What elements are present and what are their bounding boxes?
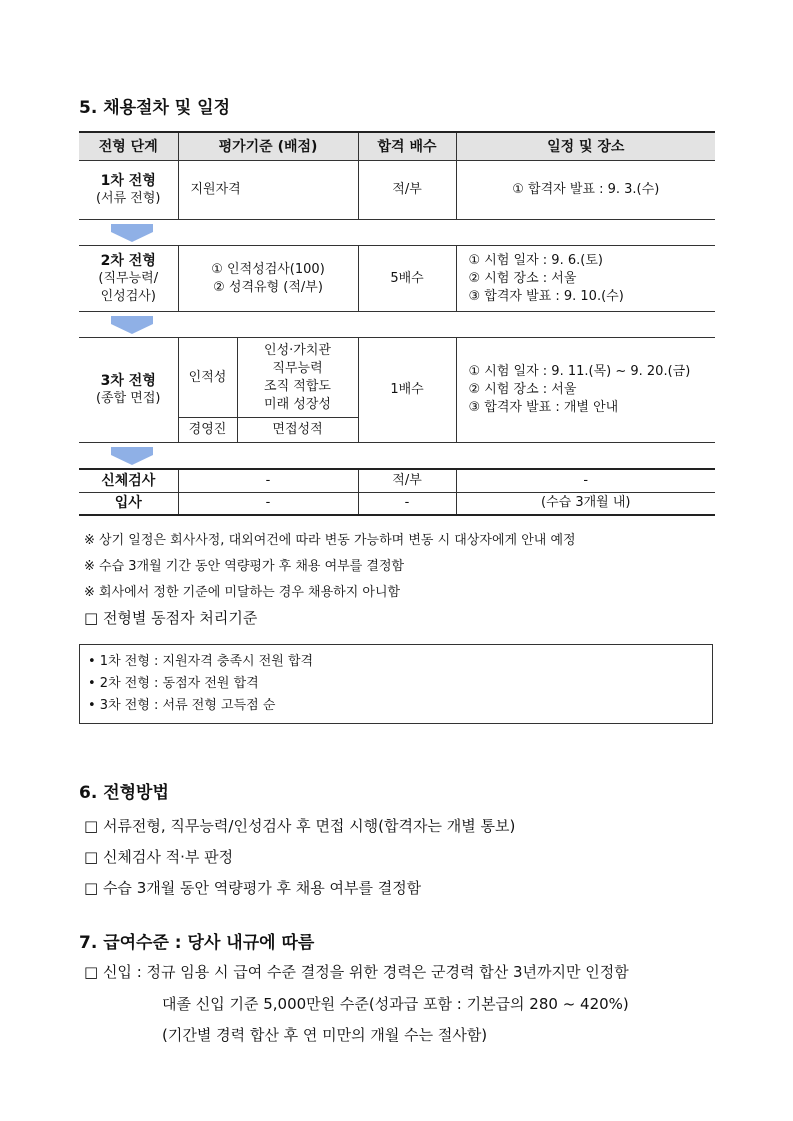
table-row-stage1 bbox=[79, 161, 715, 220]
stage3-items2: 면접성적 bbox=[237, 418, 358, 443]
method-item-1: □ 서류전형, 직무능력/인성검사 후 면접 시행(합격자는 개별 통보) bbox=[84, 817, 516, 835]
table-row-physical bbox=[79, 469, 715, 492]
method-item-3: □ 수습 3개월 동안 역량평가 후 채용 여부를 결정함 bbox=[84, 879, 422, 897]
stage2-name: 2차 전형 bbox=[100, 252, 156, 269]
stage3-schedule-1: ① 시험 일자 : 9. 11.(목) ~ 9. 20.(금) bbox=[468, 364, 691, 379]
header-ratio: 합격 배수 bbox=[358, 132, 456, 161]
note-3: ※ 회사에서 정한 기준에 미달하는 경우 채용하지 아니함 bbox=[84, 585, 401, 600]
physical-criteria: - bbox=[178, 469, 358, 492]
down-arrow-icon bbox=[111, 224, 153, 242]
stage3-item-1: 인성·가치관 bbox=[264, 342, 331, 358]
stage2-sub2: 인성검사) bbox=[100, 288, 156, 304]
join-ratio: - bbox=[358, 492, 456, 515]
stage3-schedule-3: ③ 합격자 발표 : 개별 안내 bbox=[468, 400, 619, 415]
table-row-stage2 bbox=[79, 246, 715, 312]
stage2-schedule-3: ③ 합격자 발표 : 9. 10.(수) bbox=[468, 288, 624, 304]
down-arrow-icon bbox=[111, 316, 153, 334]
physical-ratio: 적/부 bbox=[358, 469, 456, 492]
note-1: ※ 상기 일정은 회사사정, 대외여건에 따라 변동 가능하며 변동 시 대상자에게 안내 예정 bbox=[84, 533, 576, 548]
stage3-name: 3차 전형 bbox=[100, 373, 156, 389]
tie-rule-1: • 1차 전형 : 지원자격 충족시 전원 합격 bbox=[88, 654, 314, 669]
join-schedule: (수습 3개월 내) bbox=[456, 492, 715, 515]
stage3-item-4: 미래 성장성 bbox=[264, 396, 331, 412]
stage1-schedule: ① 합격자 발표 : 9. 3.(수) bbox=[456, 161, 715, 220]
join-criteria: - bbox=[178, 492, 358, 515]
tie-rule-2: • 2차 전형 : 동점자 전원 합격 bbox=[88, 676, 259, 691]
stage3-item-2: 직무능력 bbox=[272, 360, 323, 376]
section5-title: 5. 채용절차 및 일정 bbox=[79, 98, 230, 118]
stage3-item-3: 조직 적합도 bbox=[264, 378, 331, 394]
salary-line-3: (기간별 경력 합산 후 연 미만의 개월 수는 절사함) bbox=[162, 1026, 488, 1044]
table-row-join bbox=[79, 492, 715, 515]
stage3-group2: 경영진 bbox=[178, 418, 237, 443]
header-stage: 전형 단계 bbox=[79, 132, 178, 161]
stage3-ratio: 1배수 bbox=[358, 338, 456, 443]
salary-line-2: 대졸 신입 기준 5,000만원 수준(성과급 포함 : 기본급의 280 ~ 420%) bbox=[162, 995, 629, 1013]
stage1-ratio: 적/부 bbox=[358, 161, 456, 220]
tie-rule-3: • 3차 전형 : 서류 전형 고득점 순 bbox=[88, 698, 276, 713]
stage2-schedule-2: ② 시험 장소 : 서울 bbox=[468, 270, 577, 286]
header-schedule: 일정 및 장소 bbox=[456, 132, 715, 161]
stage2-criteria-1: ① 인적성검사(100) bbox=[211, 261, 325, 277]
down-arrow-icon bbox=[111, 447, 153, 465]
table-row-stage3 bbox=[79, 338, 715, 418]
note-2: ※ 수습 3개월 기간 동안 역량평가 후 채용 여부를 결정함 bbox=[84, 559, 405, 574]
table-header-row bbox=[79, 132, 715, 161]
stage2-criteria-2: ② 성격유형 (적/부) bbox=[213, 279, 323, 295]
physical-schedule: - bbox=[456, 469, 715, 492]
join-name: 입사 bbox=[79, 492, 178, 515]
stage2-schedule-1: ① 시험 일자 : 9. 6.(토) bbox=[468, 252, 603, 268]
section7-title: 7. 급여수준 : 당사 내규에 따름 bbox=[79, 933, 315, 953]
stage1-criteria: 지원자격 bbox=[178, 161, 358, 220]
header-criteria: 평가기준 (배점) bbox=[178, 132, 358, 161]
tie-rules-box bbox=[79, 644, 713, 724]
stage3-sub: (종합 면접) bbox=[95, 391, 161, 406]
stage1-sub: (서류 전형) bbox=[95, 191, 161, 206]
physical-name: 신체검사 bbox=[79, 469, 178, 492]
salary-line-1: □ 신입 : 정규 임용 시 급여 수준 결정을 위한 경력은 군경력 합산 3년까지만 인정함 bbox=[84, 963, 629, 981]
stage3-group1: 인적성 bbox=[178, 338, 237, 418]
stage1-name: 1차 전형 bbox=[100, 173, 156, 189]
stage2-sub1: (직무능력/ bbox=[98, 270, 159, 286]
method-item-2: □ 신체검사 적·부 판정 bbox=[84, 848, 234, 866]
stage3-schedule-2: ② 시험 장소 : 서울 bbox=[468, 382, 577, 397]
tie-rules-title: □ 전형별 동점자 처리기준 bbox=[84, 609, 258, 627]
section6-title: 6. 전형방법 bbox=[79, 783, 169, 803]
stage2-ratio: 5배수 bbox=[358, 246, 456, 312]
schedule-table bbox=[79, 131, 715, 516]
